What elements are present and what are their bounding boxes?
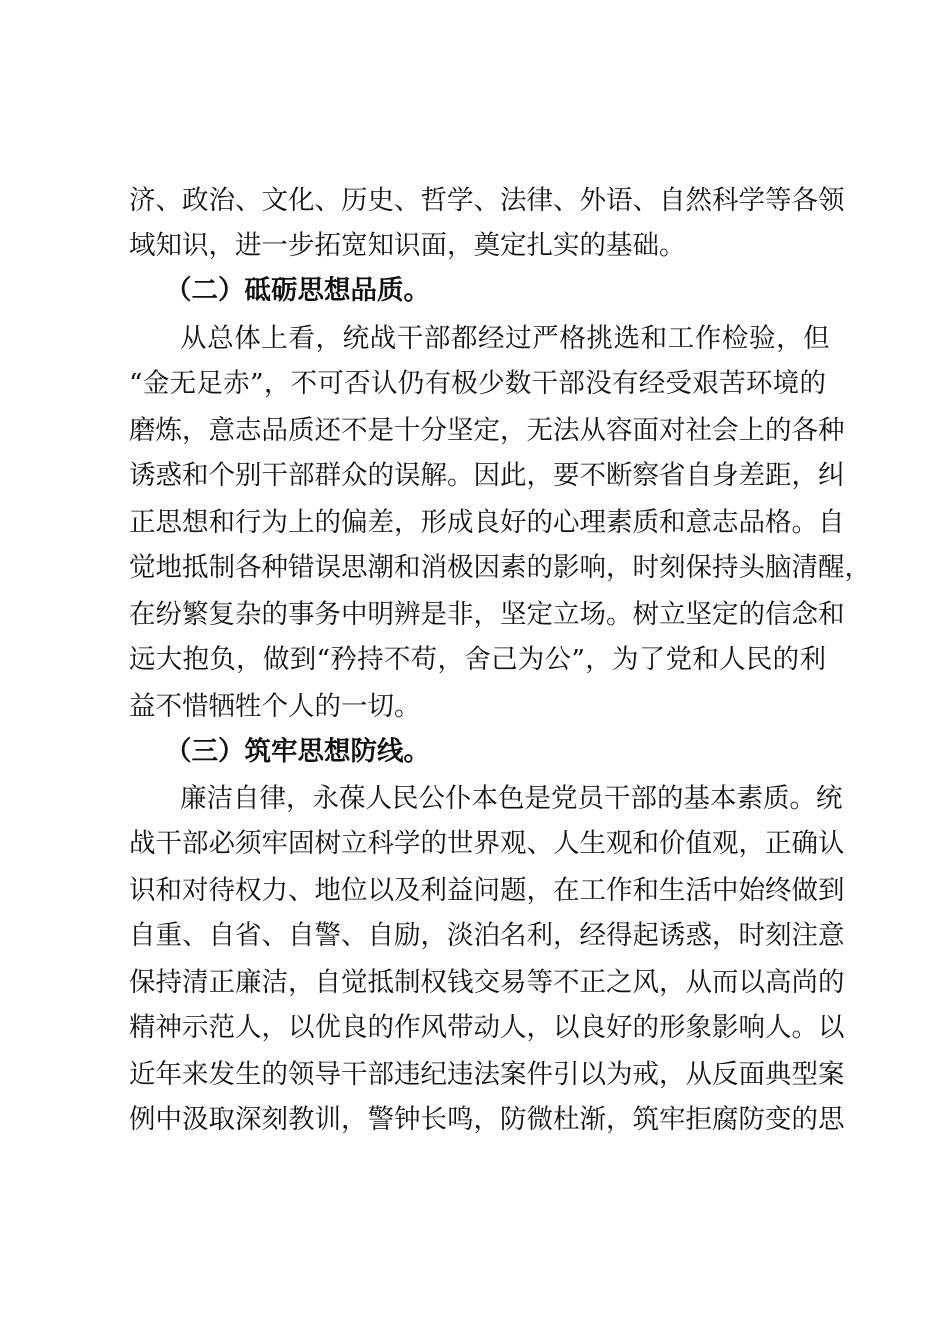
paragraph-text: 远 大 抱 负 ， 做 到 “ 矜 持 不 苟 ， 舍 己 为 公 ” ， 为 了 党 和 人 民 的 利: [129, 644, 826, 675]
text-line: [0, 637, 950, 683]
paragraph-text: 域知识，进一步拓宽知识面，奠定扎实的基础。: [129, 230, 686, 261]
paragraph-text: 磨 炼 ， 意 志 品 质 还 不 是 十 分 坚 定 ， 无 法 从 容 面 对 社 会 上 的 各 种: [129, 415, 845, 446]
text-line: [0, 913, 950, 959]
text-line: [0, 453, 950, 499]
paragraph-text: 在 纷 繁 复 杂 的 事 务 中 明 辨 是 非 ， 坚 定 立 场 。 树 立 坚 定 的 信 念 和: [129, 599, 845, 630]
paragraph-text: 精 神 示 范 人 ， 以 优 良 的 作 风 带 动 人 ， 以 良 好 的 形 象 影 响 人 。 以: [129, 1012, 845, 1043]
text-line: [0, 592, 950, 638]
text-line: [0, 545, 950, 591]
text-line: [0, 868, 950, 914]
text-line: [0, 268, 950, 314]
text-line: [0, 500, 950, 546]
text-line: [0, 408, 950, 454]
paragraph-text: 从 总 体 上 看 ， 统 战 干 部 都 经 过 严 格 挑 选 和 工 作 检 验 ， 但: [180, 323, 830, 354]
paragraph-text: 正 思 想 和 行 为 上 的 偏 差 ， 形 成 良 好 的 心 理 素 质 和 意 志 品 格 。 自: [129, 507, 845, 538]
paragraph-text: 济 、 政 治 、 文 化 、 历 史 、 哲 学 、 法 律 、 外 语 、 自 然 科 学 等 各 领: [129, 185, 845, 216]
text-line: [0, 684, 950, 730]
section-heading: （二）砥砺思想品质。: [165, 275, 430, 306]
paragraph-text: 保 持 清 正 廉 洁 ， 自 觉 抵 制 权 钱 交 易 等 不 正 之 风 ， 从 而 以 高 尚 的: [129, 967, 845, 998]
paragraph-text: 益不惜牺牲个人的一切。: [129, 691, 421, 722]
text-line: [0, 316, 950, 362]
paragraph-text: 廉 洁 自 律 ， 永 葆 人 民 公 仆 本 色 是 党 员 干 部 的 基 本 素 质 。 统: [180, 783, 843, 814]
text-line: [0, 1052, 950, 1098]
paragraph-text: 例 中 汲 取 深 刻 教 训 ， 警 钟 长 鸣 ， 防 微 杜 渐 ， 筑 牢 拒 腐 防 变 的 思: [129, 1104, 845, 1135]
paragraph-text: 识 和 对 待 权 力 、 地 位 以 及 利 益 问 题 ， 在 工 作 和 生 活 中 始 终 做 到: [129, 875, 845, 906]
text-line: [0, 821, 950, 867]
text-line: [0, 178, 950, 224]
paragraph-text: “ 金 无 足 赤 ” ， 不 可 否 认 仍 有 极 少 数 干 部 没 有 经 受 艰 苦 环 境 的: [129, 368, 826, 399]
paragraph-text: 诱 惑 和 个 别 干 部 群 众 的 误 解 。 因 此 ， 要 不 断 察 省 自 身 差 距 ， 纠: [129, 460, 845, 491]
text-line: [0, 223, 950, 269]
paragraph-text: 战 干 部 必 须 牢 固 树 立 科 学 的 世 界 观 、 人 生 观 和 价 值 观 ， 正 确 认: [129, 828, 845, 859]
text-line: [0, 361, 950, 407]
text-line: [0, 776, 950, 822]
text-line: [0, 960, 950, 1006]
text-line: [0, 729, 950, 775]
paragraph-text: 自 重 、 自 省 、 自 警 、 自 励 ， 淡 泊 名 利 ， 经 得 起 诱 惑 ， 时 刻 注 意: [129, 920, 845, 951]
text-line: [0, 1005, 950, 1051]
section-heading: （三）筑牢思想防线。: [165, 736, 430, 767]
paragraph-text: 近 年 来 发 生 的 领 导 干 部 违 纪 违 法 案 件 引 以 为 戒 ， 从 反 面 典 型 案: [129, 1059, 845, 1090]
paragraph-text: 觉 地 抵 制 各 种 错 误 思 潮 和 消 极 因 素 的 影 响 ， 时 刻 保 持 头 脑 清 醒 ，: [129, 552, 871, 583]
text-line: [0, 1097, 950, 1143]
